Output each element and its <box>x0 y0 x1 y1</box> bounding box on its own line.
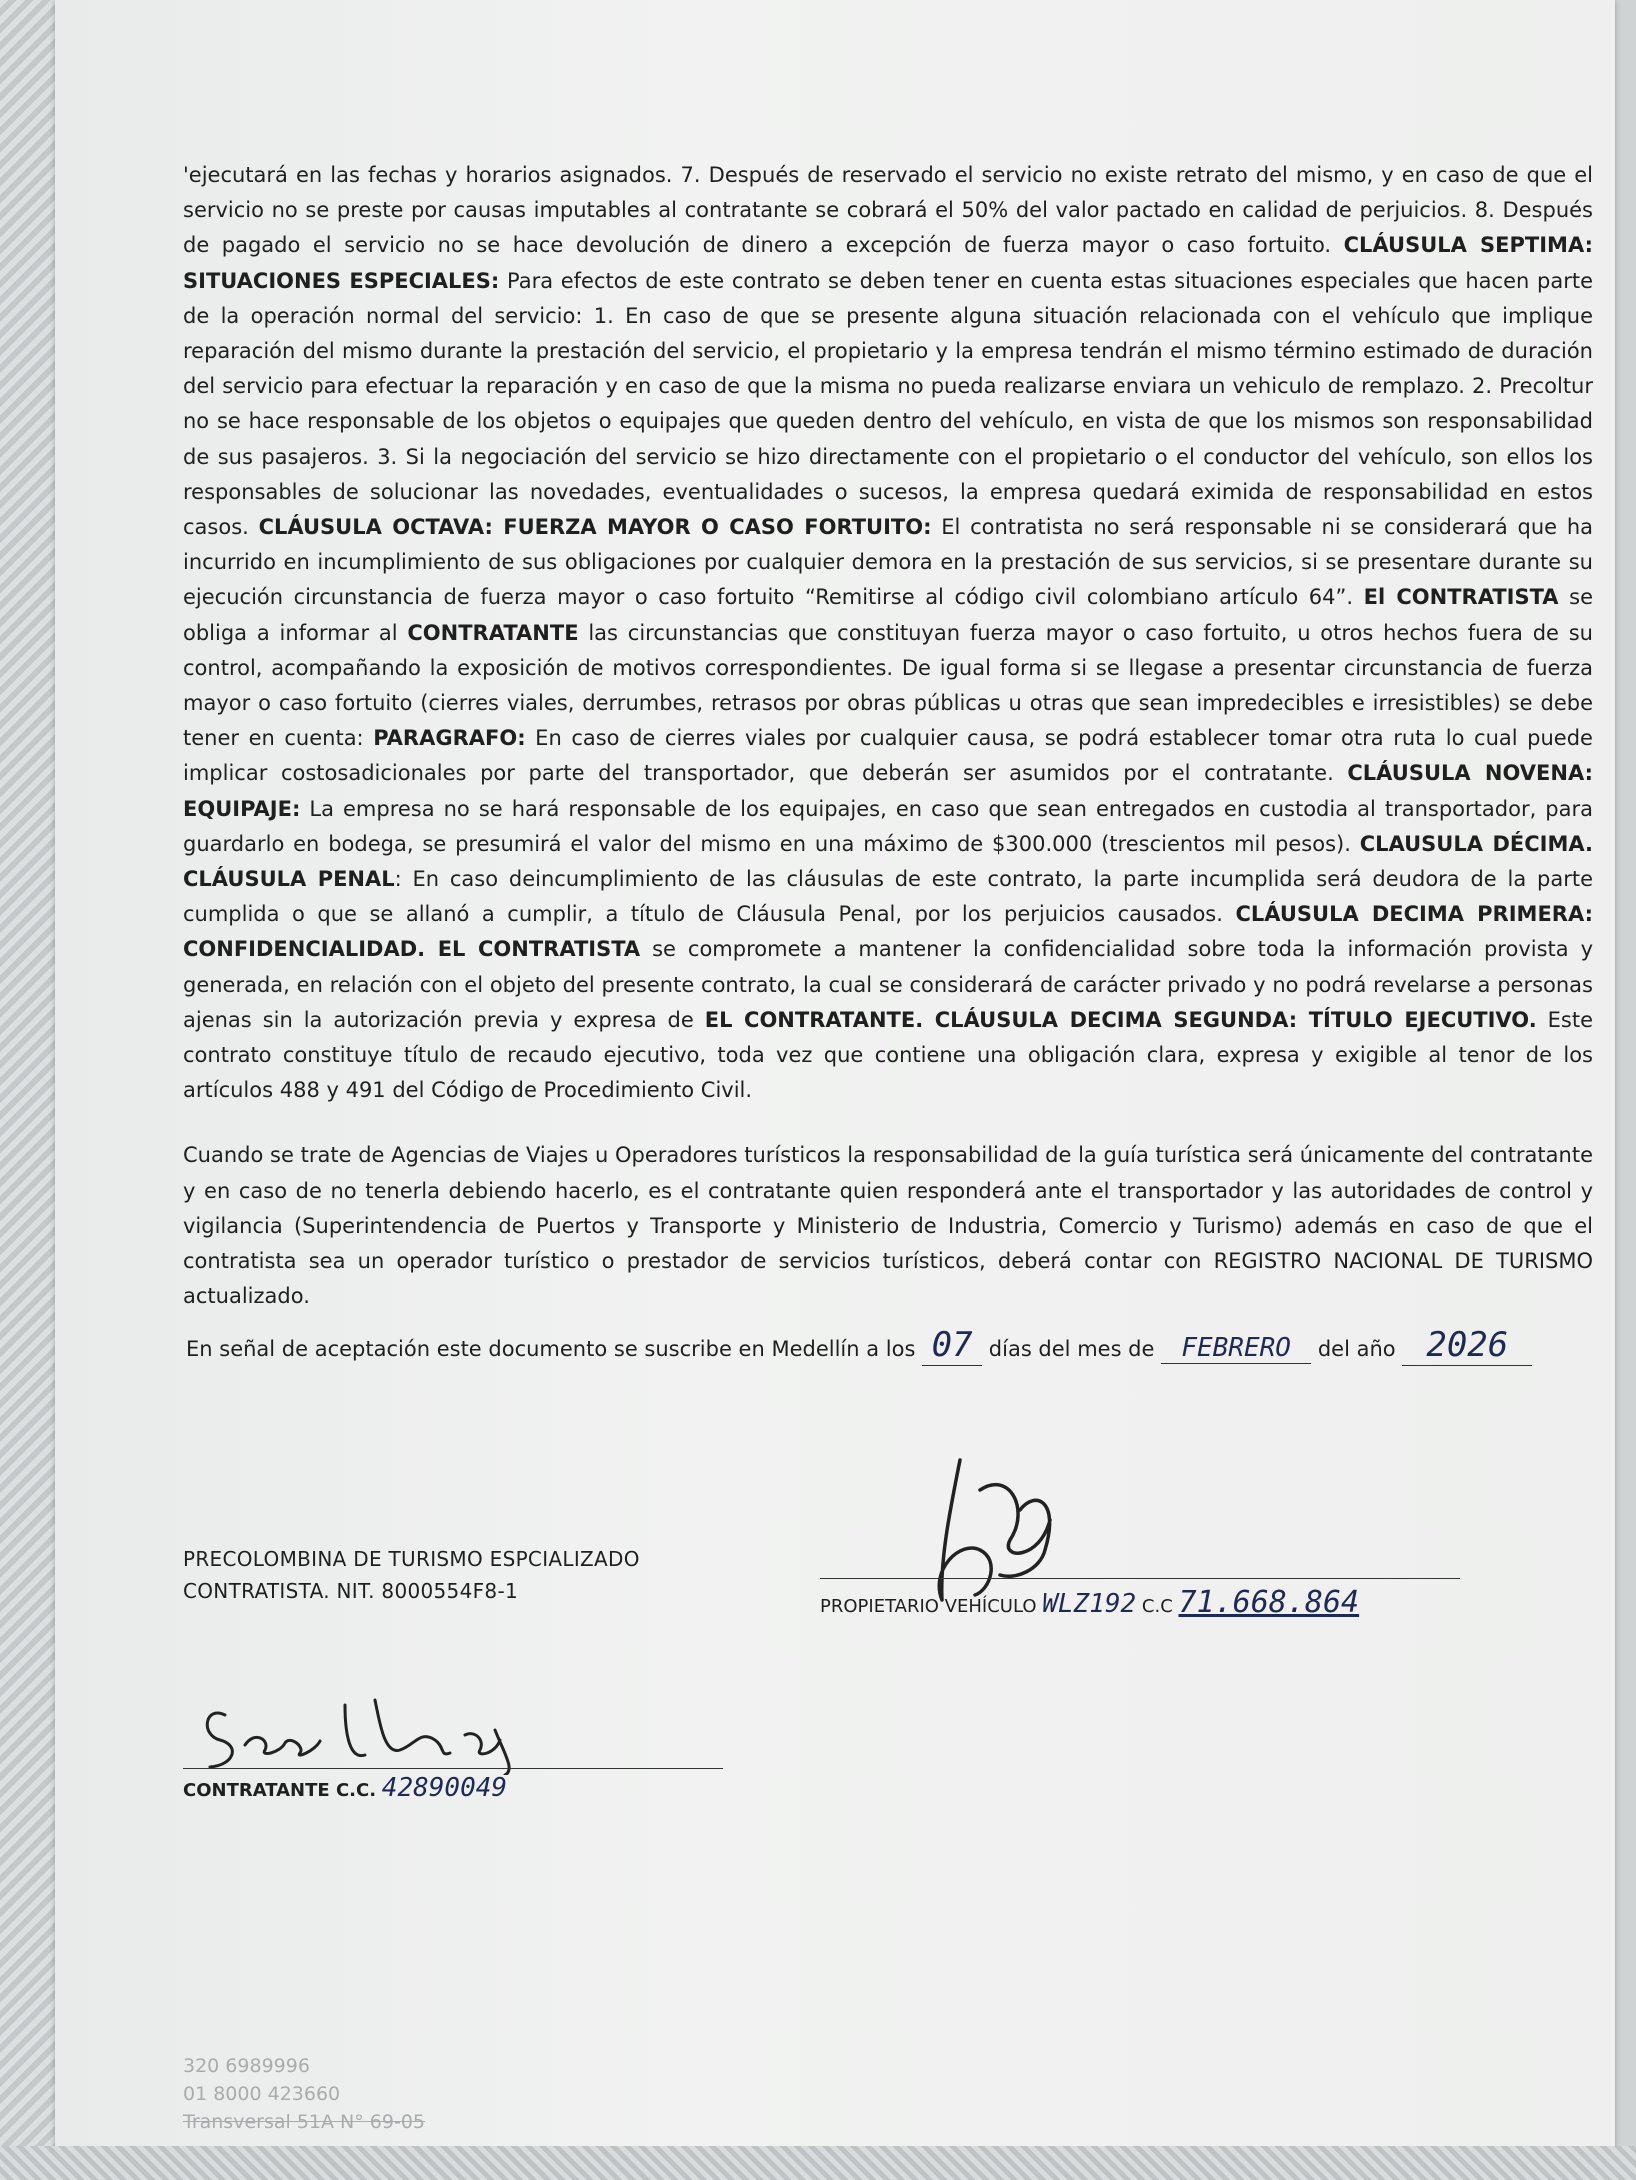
owner-label: PROPIETARIO VEHÍCULO <box>820 1596 1037 1617</box>
footer-phone-1: 320 6989996 <box>183 2055 310 2077</box>
clause-heading: CLÁUSULA OCTAVA: FUERZA MAYOR O CASO FORTUITO: <box>258 515 932 540</box>
contractor-block <box>183 1543 640 1607</box>
clause-heading: CLÁUSULA DECIMA PRIMERA: CONFIDENCIALIDAD. EL CONTRATISTA <box>183 902 1593 962</box>
acceptance-text-1: En señal de aceptación este documento se suscribe en Medellín a los <box>186 1337 916 1361</box>
clause-text: se compromete a mantener la confidencialidad sobre toda la información provista y generada, en relación con el objeto del presente contrato, la cual se considerará de carácter privado y no podrá revelarse a personas ajenas sin la autorización previa y expresa de <box>183 937 1593 1032</box>
owner-cc-label: C.C <box>1141 1596 1173 1617</box>
clause-heading: PARAGRAFO: <box>373 726 526 751</box>
client-signature-line <box>183 1768 723 1803</box>
clause-text: 'ejecutará en las fechas y horarios asignados. 7. Después de reservado el servicio no existe retrato del mismo, y en caso de que el servicio no se preste por causas imputables al contratante se cobrará el 50% del valor pactado en calidad de perjuicios. 8. Después de pagado el servicio no se hace devolución de dinero a excepción de fuerza mayor o caso fortuito. <box>183 163 1593 258</box>
clause-text: se obliga a informar al <box>183 585 1593 645</box>
clause-text: El contratista no será responsable ni se considerará que ha incurrido en incumplimiento de sus obligaciones por cualquier demora en la prestación de sus servicios, si se presentare durante su ejecución circunstancia de fuerza mayor o caso fortuito “Remitirse al código civil colombiano artículo 64”. <box>183 515 1594 610</box>
footer-address: Transversal 51A N° 69-05 <box>183 2111 425 2133</box>
contractor-name: PRECOLOMBINA DE TURISMO ESPCIALIZADO <box>183 1547 640 1571</box>
owner-signature-line <box>820 1578 1460 1620</box>
clause-text: : En caso deincumplimiento de las cláusulas de este contrato, la parte incumplida será deudora de la parte cumplida o que se allanó a cumplir, a título de Cláusula Penal, por los perjuicios causados. <box>183 867 1593 927</box>
contractor-nit: CONTRATISTA. NIT. 8000554F8-1 <box>183 1579 518 1603</box>
acceptance-day: 07 <box>922 1325 982 1366</box>
client-signature <box>195 1685 535 1775</box>
client-cc-number: 42890049 <box>381 1773 508 1803</box>
owner-plate: WLZ192 <box>1042 1589 1137 1619</box>
clause-heading: CONTRATANTE <box>407 620 579 645</box>
clause-text: Este contrato constituye título de recaudo ejecutivo, toda vez que contiene una obligación clara, expresa y exigible al tenor de los artículos 488 y 491 del Código de Procedimiento Civil. <box>183 1007 1594 1103</box>
owner-cc-number: 71.668.864 <box>1178 1585 1360 1620</box>
acceptance-year: 2026 <box>1402 1325 1532 1366</box>
acceptance-text-3: del año <box>1317 1337 1396 1361</box>
clause-heading: CLAUSULA DÉCIMA. CLÁUSULA PENAL <box>183 831 1594 892</box>
acceptance-month: FEBRERO <box>1161 1333 1311 1364</box>
acceptance-line <box>186 1325 1509 1366</box>
clause-heading: EL CONTRATANTE. CLÁUSULA DECIMA SEGUNDA: TÍTULO EJECUTIVO. <box>704 1007 1537 1032</box>
client-label: CONTRATANTE C.C. <box>183 1780 377 1801</box>
footer-phone-2: 01 8000 423660 <box>183 2083 341 2105</box>
lace-background-bottom <box>0 2146 1636 2180</box>
clause-text: En caso de cierres viales por cualquier causa, se podrá establecer tomar otra ruta lo cual puede implicar costosadicionales por parte del transportador, que deberán ser asumidos por el contratante. <box>183 726 1593 786</box>
clause-heading: CLÁUSULA NOVENA: EQUIPAJE: <box>183 761 1593 821</box>
clauses-paragraph <box>183 158 1593 1108</box>
clause-heading: CLÁUSULA SEPTIMA: SITUACIONES ESPECIALES: <box>183 233 1593 293</box>
contract-body <box>183 158 1593 1315</box>
clause-text: La empresa no se hará responsable de los equipajes, en caso que sean entregados en custodia al transportador, para guardarlo en bodega, se presumirá el valor del mismo en una máximo de $300.000 (trescientos mil pesos). <box>183 796 1593 856</box>
clause-text: las circunstancias que constituyan fuerza mayor o caso fortuito, u otros hechos fuera de su control, acompañando la exposición de motivos correspondientes. De igual forma si se llegase a presentar circunstancia de fuerza mayor o caso fortuito (cierres viales, derrumbes, retrasos por obras públicas u otras que sean impredecibles e irresistibles) se debe tener en cuenta: <box>183 620 1593 751</box>
footer-contact <box>183 2052 425 2136</box>
lace-background-left <box>0 0 55 2180</box>
acceptance-text-2: días del mes de <box>988 1337 1155 1361</box>
clause-heading: El CONTRATISTA <box>1363 585 1559 610</box>
tourism-paragraph: Cuando se trate de Agencias de Viajes u Operadores turísticos la responsabilidad de la guía turística será únicamente del contratante y en caso de no tenerla debiendo hacerlo, es el contratante quien responderá ante el transportador y las autoridades de control y vigilancia (Superintendencia de Puertos y Transporte y Ministerio de Industria, Comercio y Turismo) además en caso de que el contratista sea un operador turístico o prestador de servicios turísticos, deberá contar con REGISTRO NACIONAL DE TURISMO actualizado. <box>183 1143 1593 1309</box>
clause-text: Para efectos de este contrato se deben tener en cuenta estas situaciones especiales que hacen parte de la operación normal del servicio: 1. En caso de que se presente alguna situación relacionada con el vehículo que implique reparación del mismo durante la prestación del servicio, el propietario y la empresa tendrán el mismo término estimado de duración del servicio para efectuar la reparación y en caso de que la misma no pueda realizarse enviara un vehiculo de remplazo. 2. Precoltur no se hace responsable de los objetos o equipajes que queden dentro del vehículo, en vista de que los mismos son responsabilidad de sus pasajeros. 3. Si la negociación del servicio se hizo directamente con el propietario o el conductor del vehículo, son ellos los responsables de solucionar las novedades, eventualidades o sucesos, la empresa quedará eximida de responsabilidad en estos casos. <box>183 268 1593 540</box>
